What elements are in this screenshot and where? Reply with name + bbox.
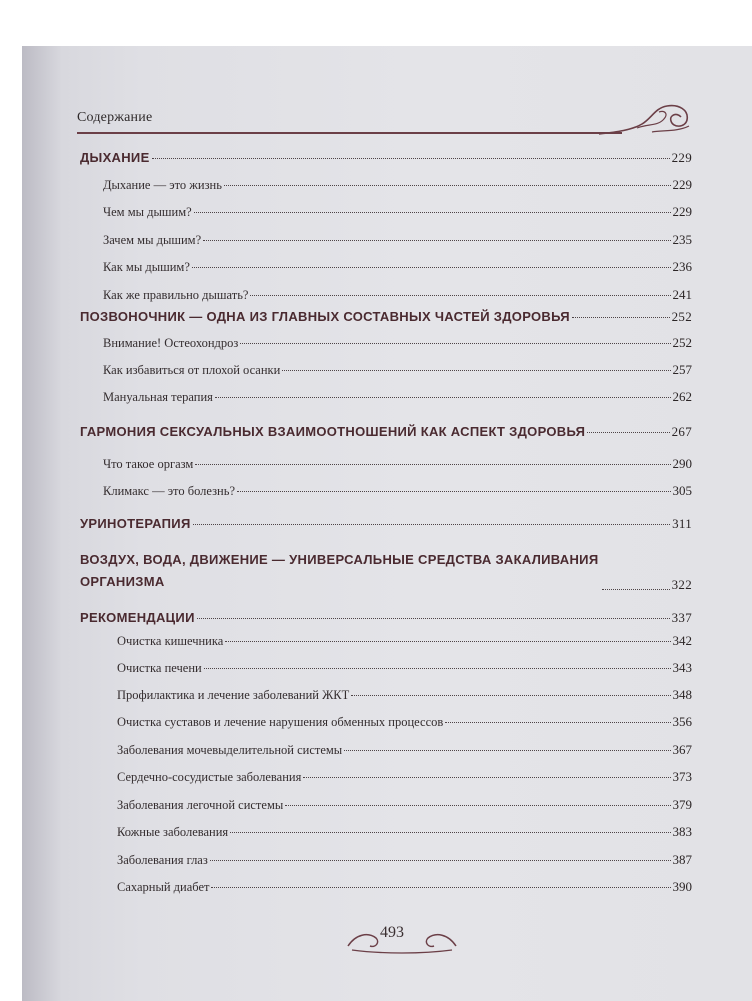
- toc-entry-label: Зачем мы дышим?: [103, 233, 202, 247]
- toc-section-entry: [103, 335, 692, 351]
- dot-leader: [250, 295, 670, 296]
- toc-entry-label: ВОЗДУХ, ВОДА, ДВИЖЕНИЕ — УНИВЕРСАЛЬНЫЕ СРЕДСТВА ЗАКАЛИВАНИЯ ОРГАНИЗМА: [80, 552, 599, 589]
- page-footer: [342, 916, 462, 956]
- toc-section-entry: [103, 389, 692, 405]
- toc-entry-label: ГАРМОНИЯ СЕКСУАЛЬНЫХ ВЗАИМООТНОШЕНИЙ КАК АСПЕКТ ЗДОРОВЬЯ: [80, 424, 586, 439]
- toc-section-entry: [117, 660, 692, 676]
- dot-leader: [204, 668, 671, 669]
- toc-section-entry: [117, 797, 692, 813]
- toc-section-entry: [117, 824, 692, 840]
- dot-leader: [587, 432, 669, 433]
- toc-entry-page: 241: [672, 287, 692, 302]
- dot-leader: [237, 491, 671, 492]
- toc-chapter-entry: [80, 424, 692, 440]
- toc-section-entry: [103, 177, 692, 193]
- dot-leader: [211, 887, 670, 888]
- toc-section-entry: [103, 362, 692, 378]
- toc-section-entry: [117, 714, 692, 730]
- dot-leader: [602, 589, 670, 590]
- page-number: 493: [380, 924, 404, 941]
- dot-leader: [445, 722, 670, 723]
- toc-entry-label: Сахарный диабет: [117, 880, 210, 894]
- dot-leader: [193, 524, 670, 525]
- dot-leader: [303, 777, 670, 778]
- dot-leader: [215, 397, 671, 398]
- dot-leader: [195, 464, 670, 465]
- dot-leader: [282, 370, 670, 371]
- dot-leader: [224, 185, 671, 186]
- toc-entry-label: Очистка кишечника: [117, 634, 224, 648]
- toc-chapter-entry: [80, 309, 692, 325]
- toc-entry-page: 262: [672, 389, 692, 404]
- toc-entry-page: 229: [672, 204, 692, 219]
- toc-entry-page: 356: [672, 714, 692, 729]
- toc-section-entry: [103, 232, 692, 248]
- toc-section-entry: [103, 259, 692, 275]
- toc-section-entry: [117, 742, 692, 758]
- toc-entry-label: РЕКОМЕНДАЦИИ: [80, 610, 195, 625]
- toc-entry-page: 236: [672, 259, 692, 274]
- toc-entry-page: 252: [671, 309, 692, 324]
- toc-entry-label: Внимание! Остеохондроз: [103, 336, 239, 350]
- toc-entry-page: 348: [672, 687, 692, 702]
- dot-leader: [240, 343, 670, 344]
- dot-leader: [225, 641, 670, 642]
- toc-chapter-entry: [80, 516, 692, 532]
- toc-entry-page: 322: [671, 577, 692, 592]
- toc-section-entry: [117, 852, 692, 868]
- toc-entry-label: Как же правильно дышать?: [103, 288, 249, 302]
- table-of-contents: [22, 46, 752, 1001]
- toc-chapter-entry: [80, 610, 692, 626]
- toc-chapter-entry: [80, 150, 692, 166]
- toc-entry-label: Сердечно-сосудистые заболевания: [117, 770, 302, 784]
- toc-section-entry: [103, 287, 692, 303]
- toc-entry-page: 379: [672, 797, 692, 812]
- toc-entry-label: Дыхание — это жизнь: [103, 178, 222, 192]
- dot-leader: [192, 267, 671, 268]
- toc-entry-label: Мануальная терапия: [103, 390, 213, 404]
- toc-entry-page: 252: [672, 335, 692, 350]
- toc-entry-page: 235: [672, 232, 692, 247]
- dot-leader: [194, 212, 671, 213]
- toc-entry-label: Заболевания глаз: [117, 853, 208, 867]
- dot-leader: [203, 240, 670, 241]
- toc-entry-page: 267: [671, 424, 692, 439]
- toc-section-entry: [103, 483, 692, 499]
- toc-entry-page: 290: [672, 456, 692, 471]
- toc-section-entry: [117, 769, 692, 785]
- toc-entry-label: Чем мы дышим?: [103, 205, 192, 219]
- dot-leader: [152, 158, 670, 159]
- toc-entry-page: 305: [672, 483, 692, 498]
- toc-entry-label: Заболевания мочевыделительной системы: [117, 743, 343, 757]
- dot-leader: [230, 832, 670, 833]
- toc-entry-label: УРИНОТЕРАПИЯ: [80, 516, 191, 531]
- toc-entry-page: 342: [672, 633, 692, 648]
- toc-entry-label: ПОЗВОНОЧНИК — ОДНА ИЗ ГЛАВНЫХ СОСТАВНЫХ ЧАСТЕЙ ЗДОРОВЬЯ: [80, 309, 570, 324]
- toc-section-entry: [117, 879, 692, 895]
- toc-entry-page: 229: [672, 177, 692, 192]
- toc-entry-page: 257: [672, 362, 692, 377]
- toc-section-entry: [117, 633, 692, 649]
- toc-entry-label: Заболевания легочной системы: [117, 798, 284, 812]
- book-page: [22, 46, 752, 1001]
- toc-entry-label: Что такое оргазм: [103, 457, 194, 471]
- dot-leader: [344, 750, 670, 751]
- dot-leader: [285, 805, 670, 806]
- toc-entry-label: Как избавиться от плохой осанки: [103, 363, 281, 377]
- toc-section-entry: [117, 687, 692, 703]
- dot-leader: [572, 317, 670, 318]
- dot-leader: [351, 695, 670, 696]
- toc-entry-page: 343: [672, 660, 692, 675]
- toc-entry-page: 373: [672, 769, 692, 784]
- toc-entry-page: 229: [671, 150, 692, 165]
- toc-entry-page: 387: [672, 852, 692, 867]
- toc-entry-label: Профилактика и лечение заболеваний ЖКТ: [117, 688, 350, 702]
- toc-chapter-entry: [80, 549, 692, 593]
- toc-section-entry: [103, 456, 692, 472]
- toc-entry-page: 390: [672, 879, 692, 894]
- toc-entry-page: 367: [672, 742, 692, 757]
- toc-section-entry: [103, 204, 692, 220]
- dot-leader: [197, 618, 670, 619]
- toc-entry-label: Очистка суставов и лечение нарушения обменных процессов: [117, 715, 444, 729]
- toc-entry-label: Очистка печени: [117, 661, 202, 675]
- toc-entry-page: 383: [672, 824, 692, 839]
- toc-entry-label: Как мы дышим?: [103, 260, 190, 274]
- toc-entry-label: Климакс — это болезнь?: [103, 484, 235, 498]
- dot-leader: [210, 860, 671, 861]
- toc-entry-label: Кожные заболевания: [117, 825, 229, 839]
- running-head: Содержание: [77, 110, 153, 125]
- toc-entry-page: 337: [671, 610, 692, 625]
- toc-entry-page: 311: [672, 516, 692, 531]
- toc-entry-label: ДЫХАНИЕ: [80, 150, 150, 165]
